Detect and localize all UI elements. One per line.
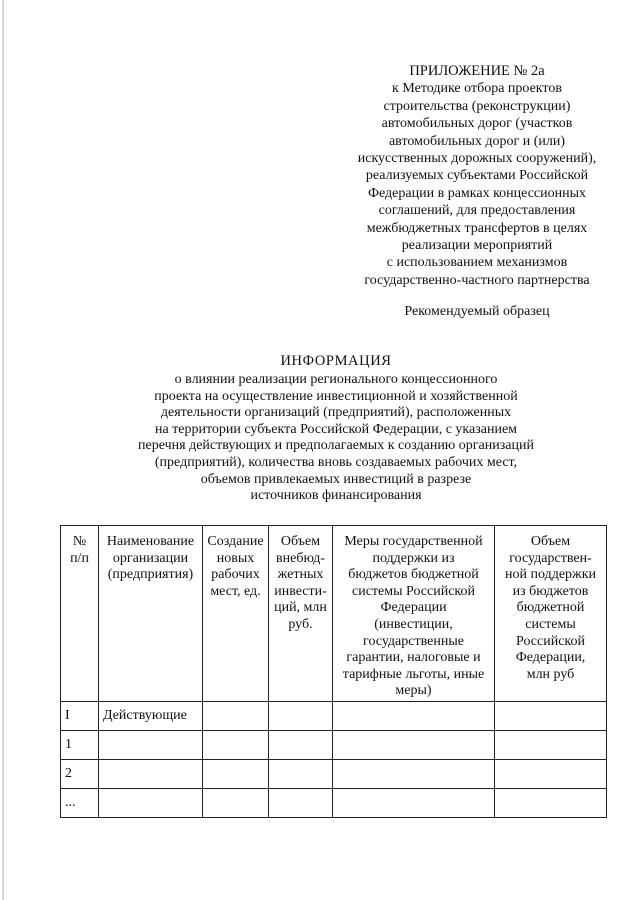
appendix-line: автомобильных дорог (участков (381, 116, 573, 132)
appendix-block (330, 63, 624, 289)
table-cell (495, 789, 607, 818)
table-row (61, 789, 607, 818)
table-cell (269, 702, 333, 731)
table-cell: 1 (61, 731, 99, 760)
table-cell (203, 702, 269, 731)
table-cell (333, 702, 495, 731)
appendix-line: реализуемых субъектами Российской (365, 168, 589, 184)
description-line: источников финансирования (250, 488, 422, 504)
appendix-line: реализации мероприятий (401, 238, 553, 254)
header-support-measures: Меры государственной поддержки из бюджетов бюджетной системы Российской Федерации (инвестиции, государственные гарантии, налоговые и тарифные льготы, иные меры) (333, 526, 495, 702)
table-cell: 2 (61, 760, 99, 789)
appendix-line: государственно-частного партнерства (364, 272, 590, 288)
table-cell: ... (61, 789, 99, 818)
header-new-jobs: Создание новых рабочих мест, ед. (203, 526, 269, 702)
description-line: на территории субъекта Российской Федерации, с указанием (154, 421, 518, 437)
table-row (61, 702, 607, 731)
table-cell (269, 789, 333, 818)
table-cell: Действующие (99, 702, 203, 731)
table-cell (203, 731, 269, 760)
appendix-line: автомобильных дорог и (или) (388, 133, 566, 149)
document-description (100, 372, 572, 505)
appendix-line: межбюджетных трансфертов в целях (366, 220, 588, 236)
header-extrabudgetary-investment: Объем внебюд- жетных инвести- ций, млн руб. (269, 526, 333, 702)
appendix-line: строительства (реконструкции) (383, 98, 571, 114)
table-cell (333, 731, 495, 760)
appendix-line: искусственных дорожных сооружений), (357, 151, 597, 167)
table-cell (269, 760, 333, 789)
table-cell (99, 789, 203, 818)
description-line: перечня действующих и предполагаемых к созданию организаций (138, 438, 534, 454)
table-row (61, 760, 607, 789)
header-number: № п/п (61, 526, 99, 702)
sample-label: Рекомендуемый образец (404, 304, 550, 319)
table-row (61, 731, 607, 760)
description-line: объемов привлекаемых инвестиций в разрезе (200, 471, 472, 487)
table-cell (333, 789, 495, 818)
header-organization-name: Наименование организации (предприятия) (99, 526, 203, 702)
header-support-volume: Объем государствен- ной поддержки из бюджетов бюджетной системы Российской Федерации, млн руб (495, 526, 607, 702)
description-line: (предприятий), количества вновь создаваемых рабочих мест, (154, 454, 518, 470)
table-header-row (61, 526, 607, 702)
appendix-title: ПРИЛОЖЕНИЕ № 2а (409, 63, 545, 79)
info-table (60, 525, 607, 818)
description-line: деятельности организаций (предприятий), расположенных (160, 405, 512, 421)
appendix-line: с использованием механизмов (386, 255, 568, 271)
page-edge-shadow (2, 0, 4, 900)
table-cell (99, 731, 203, 760)
table-cell (269, 731, 333, 760)
table-cell (495, 702, 607, 731)
description-line: о влиянии реализации регионального концессионного (174, 372, 498, 387)
table-cell (495, 731, 607, 760)
table-cell: I (61, 702, 99, 731)
appendix-line: к Методике отбора проектов (392, 81, 562, 97)
table-cell (203, 789, 269, 818)
table-cell (495, 760, 607, 789)
table-cell (333, 760, 495, 789)
document-heading: ИНФОРМАЦИЯ (280, 353, 392, 369)
table-cell (203, 760, 269, 789)
table-cell (99, 760, 203, 789)
appendix-line: соглашений, для предоставления (378, 203, 576, 219)
description-line: проекта на осуществление инвестиционной и хозяйственной (154, 388, 518, 404)
appendix-line: Федерации в рамках концессионных (367, 185, 587, 201)
